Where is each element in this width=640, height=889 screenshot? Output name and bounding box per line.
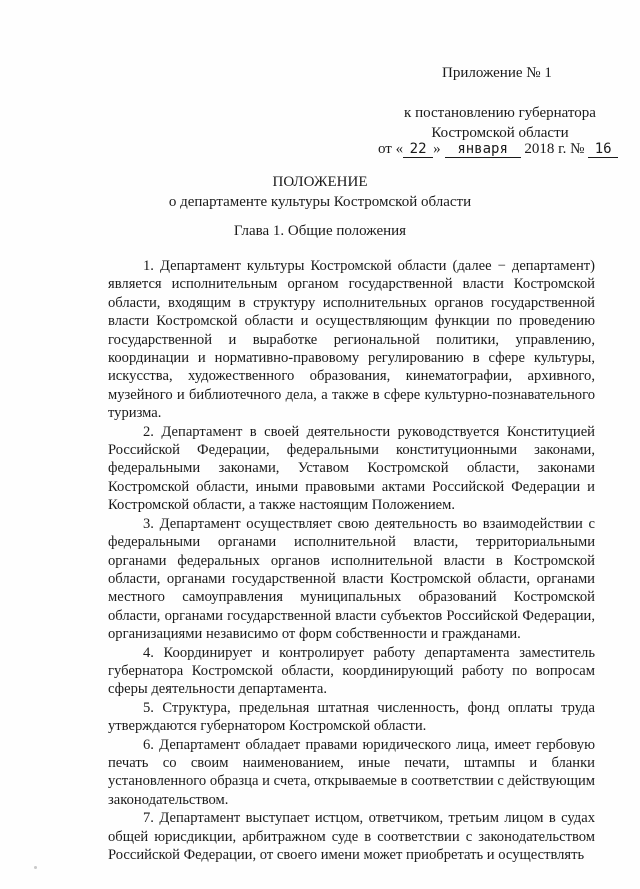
paragraph-5: 5. Структура, предельная штатная численность, фонд оплаты труда утверждаются губернатором Костромской области. xyxy=(108,699,595,735)
date-prefix: от « xyxy=(378,141,404,157)
paragraph-4: 4. Координирует и контролирует работу департамента заместитель губернатора Костромской области, координирующий работу по вопросам сферы деятельности департамента. xyxy=(108,644,595,698)
decree-line-2: Костромской области xyxy=(431,125,569,141)
date-year: 2018 г. № xyxy=(524,141,585,157)
paragraph-6: 6. Департамент обладает правами юридического лица, имеет гербовую печать со своим наименованием, иные печати, штампы и бланки установленного образца и счета, открываемые в соответствии с действующим законодательством. xyxy=(108,736,595,808)
date-day: 22 xyxy=(403,141,433,158)
decree-line-1: к постановлению губернатора xyxy=(404,105,596,121)
scan-artifact xyxy=(34,866,37,869)
date-month: января xyxy=(445,141,521,158)
paragraph-7: 7. Департамент выступает истцом, ответчиком, третьим лицом в судах общей юрисдикции, арбитражном суде в соответствии с законодательством Российской Федерации, от своего имени может приобретать и осуществлять xyxy=(108,810,595,863)
decree-reference xyxy=(400,103,600,143)
decree-number: 16 xyxy=(588,141,618,158)
paragraph-2: 2. Департамент в своей деятельности руководствуется Конституцией Российской Федерации, федеральными конституционными законами, федеральными законами, Уставом Костромской области, законами Костромской области, иными правовыми актами Российской Федерации и Костромской области, а также настоящим Положением. xyxy=(108,423,595,514)
appendix-label: Приложение № 1 xyxy=(442,65,552,81)
date-mid: » xyxy=(433,141,441,157)
document-body xyxy=(108,257,595,864)
document-title xyxy=(0,172,640,212)
paragraph-1: 1. Департамент культуры Костромской области (далее − департамент) является исполнительным органом государственной власти Костромской области, входящим в структуру исполнительных органов государственной власти Костромской области и осуществляющим функции по проведению государственной и выработке региональной политики, управлению, координации и нормативно-правовому регулированию в сфере культуры, искусства, художественного образования, кинематографии, архивного, музейного и библиотечного дела, а также в сфере культурно-познавательного туризма. xyxy=(108,258,595,422)
chapter-heading: Глава 1. Общие положения xyxy=(233,223,407,239)
paragraph-3: 3. Департамент осуществляет свою деятельность во взаимодействии с федеральными органами исполнительной власти, территориальными органами федеральных органов исполнительной власти в Костромской области, органами государственной власти Костромской области, органами местного самоуправления муниципальных образований Костромской области, органами государственной власти субъектов Российской Федерации, организациями независимо от форм собственности и гражданами. xyxy=(108,515,595,643)
title-heading: ПОЛОЖЕНИЕ xyxy=(272,174,368,190)
decree-date-line xyxy=(378,139,618,159)
title-subheading: о департаменте культуры Костромской области xyxy=(168,194,472,210)
